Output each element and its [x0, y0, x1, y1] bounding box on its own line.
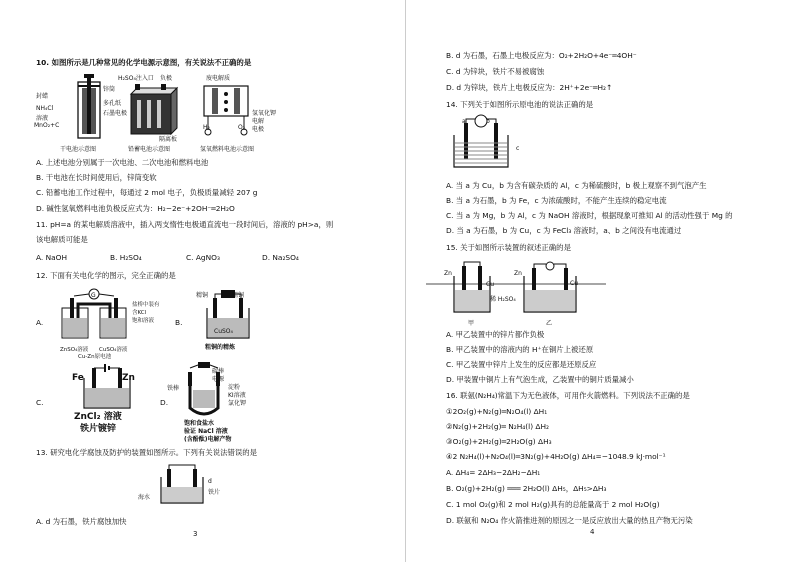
q16-eq-1: ①2O₂(g)+N₂(g)═N₂O₄(l) ΔH₁	[446, 407, 548, 416]
label-separator: 隔离板	[159, 136, 178, 143]
q13-option-a: A. d 为石墨，铁片腐蚀加快	[36, 517, 127, 526]
q15-label-cu-jia: Cu	[486, 281, 494, 288]
q14-cell-diagram	[448, 113, 514, 169]
q12a-side-3: 饱和溶液	[132, 318, 155, 324]
q11-option-b: B. H₂SO₄	[110, 253, 142, 262]
q13-option-d: D. d 为锌块，铁片上电极反应为：2H⁺+2e⁻═H₂↑	[446, 83, 613, 92]
q10-option-c: C. 铅蓄电池工作过程中，每通过 2 mol 电子，负极质量减轻 207 g	[36, 188, 258, 197]
q12a-side-2: 含KCl	[132, 310, 147, 316]
q12b-caption: 粗铜的精炼	[205, 344, 236, 351]
q12d-right-3: KI溶液	[228, 392, 246, 399]
q14-option-c: C. 当 a 为 Mg，b 为 Al，c 为 NaOH 溶液时，根据现象可推知 Al 的活动性强于 Mg 的	[446, 211, 733, 220]
q14-label-b: b	[486, 118, 490, 125]
q12-stem: 12. 下面有关电化学的图示，完全正确的是	[36, 271, 176, 280]
label-neg-plate: 负极	[160, 75, 173, 82]
q12a-side-1: 盐桥中装有	[132, 302, 160, 308]
label-o2: O₂	[238, 124, 246, 131]
q15-label-yi: 乙	[546, 320, 553, 327]
caption-lead-battery: 铅蓄电池示意图	[128, 146, 171, 153]
q15-option-c: C. 甲乙装置中锌片上发生的反应都是还原反应	[446, 360, 597, 369]
q11-option-a: A. NaOH	[36, 253, 68, 262]
q16-option-b: B. O₂(g)+2H₂(g) ═══ 2H₂O(l) ΔH₅，ΔH₅>ΔH₃	[446, 484, 607, 493]
label-nh4cl-sol: 溶液	[36, 115, 49, 122]
q13-option-c: C. d 为锌块，铁片不易被腐蚀	[446, 67, 545, 76]
q15-option-b: B. 甲乙装置中的溶液内的 H⁺在铜片上被还原	[446, 345, 594, 354]
q12c-plating-diagram	[80, 364, 136, 410]
q12c-label-sol: ZnCl₂ 溶液	[74, 412, 122, 422]
q16-option-d: D. 联氨和 N₂O₄ 作火箭推进剂的原因之一是反应放出大量的热且产物无污染	[446, 516, 693, 525]
label-zinc-shell: 锌筒	[103, 86, 116, 93]
right-page	[410, 0, 794, 562]
q16-stem: 16. 联氨(N₂H₄)常温下为无色液体，可用作火箭燃料。下列说法不正确的是	[446, 391, 690, 400]
q12b-label-right: 粗铜	[232, 292, 245, 299]
q12d-label-carbon: 碳棒	[212, 368, 225, 375]
q12d-right-2: 淀粉	[228, 384, 241, 391]
label-carbon-rod: 石墨电极	[103, 110, 128, 117]
q15-stem: 15. 关于如图所示装置的叙述正确的是	[446, 243, 571, 252]
q13-label-fe: 铁片	[208, 489, 221, 496]
q12b-label-sol: CuSO₄	[214, 328, 233, 335]
label-electrolyte: 电解	[252, 118, 265, 125]
q10-stem: 10. 如图所示是几种常见的化学电源示意图，有关说法不正确的是	[36, 58, 252, 67]
q15-option-a: A. 甲乙装置中的锌片都作负极	[446, 330, 545, 339]
q12d-label-sol1: 饱和食盐水	[184, 420, 215, 427]
q16-option-c: C. 1 mol O₂(g)和 2 mol H₂(g)具有的总能量高于 2 mol H₂O(g)	[446, 500, 660, 509]
caption-dry-cell: 干电池示意图	[60, 146, 97, 153]
q15-cells-diagram	[426, 260, 606, 318]
caption-fuel-cell: 氢氧燃料电池示意图	[200, 146, 255, 153]
label-h2: H₂	[203, 124, 210, 131]
q12c-label-fe: Fe	[72, 373, 84, 383]
q12-letter-a: A.	[36, 318, 44, 327]
page-number-4: 4	[590, 528, 595, 536]
q12d-caption-1: 验证 NaCl 溶液	[184, 428, 228, 435]
q15-option-d: D. 甲装置中铜片上有气泡生成，乙装置中的铜片质量减小	[446, 375, 634, 384]
q16-eq-2: ②N₂(g)+2H₂(g)═ N₂H₄(l) ΔH₂	[446, 422, 550, 431]
q14-option-a: A. 当 a 为 Cu，b 为含有碳杂质的 Al，c 为稀硫酸时，b 极上观察不到气泡产生	[446, 181, 707, 190]
q15-label-cu-yi: Cu	[570, 280, 578, 287]
q13-label-water: 海水	[138, 494, 151, 501]
q13-stem: 13. 研究电化学腐蚀及防护的装置如图所示。下列有关说法错误的是	[36, 448, 258, 457]
q12a-label-cuso4: CuSO₄溶液	[99, 347, 128, 353]
q13-option-b: B. d 为石墨，石墨上电极反应为：O₂+2H₂O+4e⁻═4OH⁻	[446, 51, 637, 60]
q14-option-b: B. 当 a 为石墨，b 为 Fe，c 为浓硫酸时，不能产生连续的稳定电流	[446, 196, 667, 205]
q11-option-d: D. Na₂SO₄	[262, 253, 299, 262]
q11-stem-1: 11. pH=a 的某电解质溶液中，插入两支惰性电极通直流电一段时间后，溶液的 pH>a，则	[36, 220, 334, 229]
q12a-galvanic-cell-diagram	[58, 288, 130, 344]
q13-label-d: d	[208, 478, 212, 485]
label-h2so4-inlet: H₂SO₄注入口	[118, 75, 154, 82]
q12d-label-iron: 铁棒	[167, 385, 180, 392]
q12-letter-b: B.	[175, 318, 183, 327]
label-koh: 氢氧化钾	[252, 110, 277, 117]
q14-label-a: a	[462, 118, 466, 125]
svg-text:G: G	[91, 292, 96, 299]
q12d-right-4: 氯化钾	[228, 400, 247, 407]
q12d-caption-2: (含酚酞)电解产物	[184, 436, 232, 443]
q16-option-a: A. ΔH₄= 2ΔH₃−2ΔH₂−ΔH₁	[446, 468, 541, 477]
q10-option-a: A. 上述电池分别属于一次电池、二次电池和燃料电池	[36, 158, 209, 167]
q12a-label-caption: Cu-Zn原电池	[78, 354, 112, 360]
q12-letter-d: D.	[160, 398, 169, 407]
page-number-3: 3	[193, 530, 198, 538]
label-electrode: 电极	[252, 126, 265, 133]
q15-label-jia: 甲	[468, 320, 475, 327]
label-seal: 封蜡	[36, 93, 49, 100]
q15-label-zn-jia: Zn	[444, 270, 452, 277]
q14-stem: 14. 下列关于如图所示原电池的说法正确的是	[446, 100, 594, 109]
q14-option-d: D. 当 a 为石墨，b 为 Cu，c 为 FeCl₃ 溶液时，a、b 之间没有电流通过	[446, 226, 682, 235]
q12c-label-zn: Zn	[122, 373, 135, 383]
q11-option-c: C. AgNO₃	[186, 253, 220, 262]
label-waste: 废电解质	[206, 75, 231, 82]
q14-label-c: c	[516, 145, 520, 152]
label-paper: 多孔纸	[103, 100, 122, 107]
q12a-label-znso4: ZnSO₄溶液	[60, 347, 89, 353]
lead-battery-diagram	[125, 84, 181, 138]
q12d-right-1: 电源	[212, 376, 225, 383]
q13-corrosion-diagram	[157, 463, 207, 505]
q11-stem-2: 该电解质可能是	[36, 235, 88, 244]
q10-option-b: B. 干电池在长时间使用后，锌筒变软	[36, 173, 157, 182]
label-nh4cl: NH₄Cl	[36, 105, 54, 112]
q16-eq-4: ④2 N₂H₄(l)+N₂O₄(l)═3N₂(g)+4H₂O(g) ΔH₄=−1048.9 kJ·mol⁻¹	[446, 452, 666, 461]
q15-label-zn-yi: Zn	[514, 270, 522, 277]
q15-label-acid: 稀 H₂SO₄	[490, 296, 516, 303]
q12c-caption: 铁片镀锌	[80, 424, 117, 434]
q16-eq-3: ③O₂(g)+2H₂(g)═2H₂O(g) ΔH₃	[446, 437, 552, 446]
label-mno2c: MnO₂+C	[34, 122, 60, 129]
page-divider	[405, 0, 406, 562]
q12b-label-left: 精铜	[196, 292, 209, 299]
q10-option-d: D. 碱性氢氧燃料电池负极反应式为：H₂−2e⁻+2OH⁻═2H₂O	[36, 204, 235, 213]
q12-letter-c: C.	[36, 398, 44, 407]
